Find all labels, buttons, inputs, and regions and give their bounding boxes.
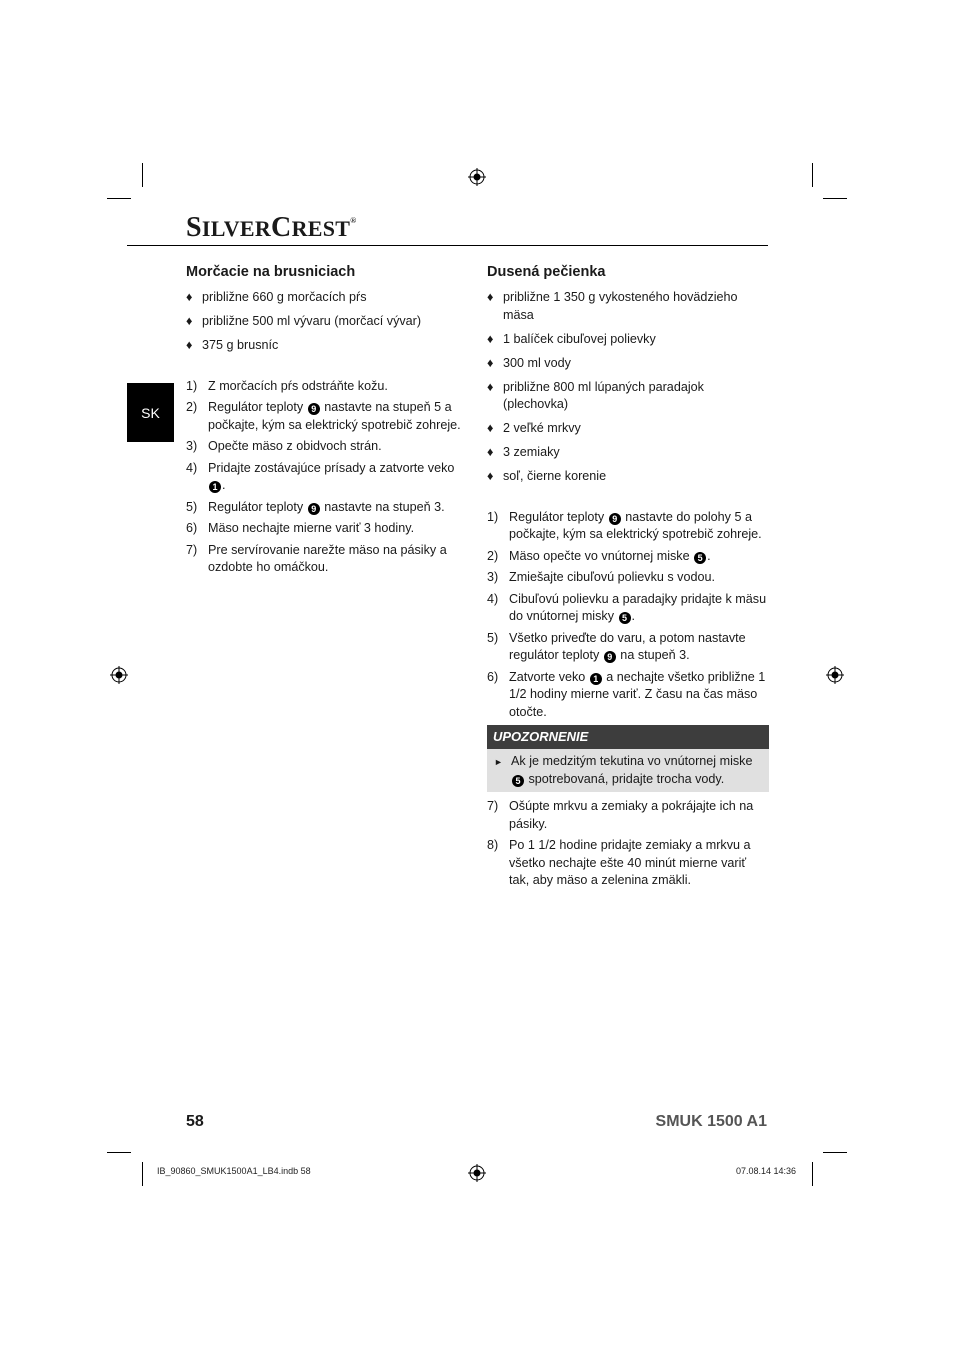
step-number: 2) (487, 548, 499, 563)
step-number: 7) (186, 542, 198, 557)
ingredient-item (487, 289, 769, 324)
text-run: nastavte do polohy 5 a počkajte, kým sa elektrický spotrebič zohreje. (509, 509, 762, 541)
step-list (186, 378, 471, 577)
crop-mark (142, 163, 143, 187)
step-number: 5) (487, 630, 499, 645)
ingredient-list (487, 289, 769, 486)
step-number: 8) (487, 838, 499, 852)
crop-mark (823, 1152, 847, 1153)
registration-mark-icon (110, 666, 128, 684)
text-run: Regulátor teploty (509, 509, 608, 524)
crop-mark (142, 1162, 143, 1186)
left-recipe (186, 263, 471, 581)
ingredient-text: 2 veľké mrkvy (503, 421, 581, 435)
step-text (509, 799, 753, 831)
diamond-bullet-icon: ♦ (186, 314, 193, 328)
text-run: na stupeň 3. (616, 648, 690, 662)
step-text (509, 670, 765, 719)
text-run: Zatvorte veko (509, 669, 589, 684)
registration-mark-icon (826, 666, 844, 684)
text-run: Mäso nechajte mierne variť 3 hodiny. (208, 521, 415, 535)
slug-date: 07.08.14 14:36 (736, 1166, 797, 1176)
step-number: 5) (186, 499, 198, 514)
warning-text (511, 754, 752, 786)
ingredient-text: 375 g brusníc (202, 338, 279, 352)
right-recipe (487, 263, 769, 894)
step-number: 2) (186, 400, 198, 414)
text-run: Z morčacích pŕs odstráňte kožu. (208, 378, 388, 393)
step-item (186, 438, 471, 456)
ingredient-item (186, 313, 471, 331)
diamond-bullet-icon: ♦ (487, 290, 494, 304)
step-text (208, 521, 414, 535)
step-number: 6) (186, 521, 198, 535)
step-item (186, 542, 471, 577)
diamond-bullet-icon: ♦ (487, 331, 494, 346)
step-text (509, 592, 766, 624)
ingredient-item (487, 355, 769, 373)
step-item (487, 630, 769, 665)
text-run: nastavte na stupeň 5 a počkajte, kým sa elektrický spotrebič zohreje. (208, 400, 461, 432)
crop-mark (812, 163, 813, 187)
step-item (487, 569, 769, 587)
ingredient-text: približne 660 g morčacích pŕs (202, 290, 367, 304)
brand-logo: SILVERCREST® (186, 212, 357, 243)
crop-mark (107, 1152, 131, 1153)
ingredient-item (487, 420, 769, 438)
diamond-bullet-icon: ♦ (487, 379, 494, 394)
text-run: Opečte mäso z obidvoch strán. (208, 439, 382, 453)
part-number-badge: 9 (308, 503, 320, 515)
step-number: 3) (186, 439, 198, 453)
step-text (509, 549, 711, 563)
ingredient-list (186, 289, 471, 355)
ingredient-item (487, 379, 769, 414)
crop-mark (812, 1162, 813, 1186)
text-run: spotrebovaná, pridajte trocha vody. (525, 771, 725, 786)
text-run: Po 1 1/2 hodine pridajte zemiaky a mrkvu a všetko nechajte ešte 40 minút mierne variť tak, aby mäso a zelenina zmäkli. (509, 838, 751, 887)
step-number: 4) (186, 460, 198, 475)
text-run: Mäso opečte vo vnútornej miske (509, 548, 694, 563)
text-run: Zmiešajte cibuľovú polievku s vodou. (509, 570, 715, 584)
ingredient-text: 1 balíček cibuľovej polievky (503, 331, 656, 346)
step-number: 4) (487, 591, 499, 606)
ingredient-item (186, 289, 471, 307)
ingredient-item (487, 444, 769, 462)
crop-mark (823, 198, 847, 199)
part-number-badge: 5 (619, 612, 631, 624)
ingredient-text: 3 zemiaky (503, 445, 560, 459)
warning-box (487, 749, 769, 792)
step-text (208, 439, 382, 453)
step-item (186, 399, 471, 434)
registration-mark-icon (468, 168, 486, 186)
ingredient-text: 300 ml vody (503, 355, 571, 370)
step-item (186, 499, 471, 517)
step-number: 1) (186, 378, 198, 393)
step-item (186, 460, 471, 495)
text-run: a nechajte všetko približne 1 1/2 hodiny mierne variť. Z času na čas mäso otočte. (509, 669, 766, 719)
text-run: Pre servírovanie narežte mäso na pásiky a ozdobte ho omáčkou. (208, 542, 447, 574)
text-run: Ak je medzitým tekutina vo vnútornej miske (511, 754, 753, 768)
part-number-badge: 9 (308, 403, 320, 415)
step-text (208, 500, 445, 514)
text-run: . (707, 548, 711, 563)
page-number: 58 (186, 1113, 204, 1130)
diamond-bullet-icon: ♦ (186, 290, 193, 304)
ingredient-text: približne 1 350 g vykosteného hovädzieho mäsa (503, 290, 738, 322)
arrow-right-icon: ► (494, 757, 503, 767)
language-tab: SK (127, 383, 174, 442)
step-list (487, 509, 769, 722)
step-item (487, 798, 769, 833)
slug-file: IB_90860_SMUK1500A1_LB4.indb 58 (157, 1166, 311, 1176)
recipe-title: Dusená pečienka (487, 264, 606, 280)
step-number: 7) (487, 799, 499, 813)
part-number-badge: 9 (604, 651, 616, 663)
registration-mark-icon (468, 1164, 486, 1182)
part-number-badge: 5 (694, 552, 706, 564)
step-text (208, 379, 388, 393)
ingredient-item (487, 468, 769, 486)
diamond-bullet-icon: ♦ (186, 338, 193, 352)
step-item (487, 669, 769, 722)
part-number-badge: 9 (609, 513, 621, 525)
step-number: 3) (487, 570, 499, 584)
step-item (487, 591, 769, 626)
step-item (487, 509, 769, 544)
recipe-title: Morčacie na brusniciach (186, 264, 356, 280)
step-item (487, 548, 769, 566)
step-number: 1) (487, 509, 499, 524)
ingredient-text: soľ, čierne korenie (503, 469, 607, 483)
diamond-bullet-icon: ♦ (487, 355, 494, 370)
text-run: Regulátor teploty (208, 499, 307, 514)
text-run: Ošúpte mrkvu a zemiaky a pokrájajte ich na pásiky. (509, 799, 754, 831)
step-text (509, 510, 762, 542)
crop-mark (107, 198, 131, 199)
step-text (208, 400, 461, 432)
header-rule (127, 245, 768, 246)
step-text (208, 543, 447, 575)
step-item (186, 520, 471, 538)
step-text (509, 838, 751, 887)
text-run: . (222, 478, 226, 492)
step-item (487, 837, 769, 890)
step-list (487, 798, 769, 890)
step-number: 6) (487, 669, 499, 684)
step-text (509, 570, 715, 584)
text-run: nastavte na stupeň 3. (320, 499, 445, 514)
ingredient-item (186, 337, 471, 355)
step-text (208, 461, 454, 493)
ingredient-text: približne 500 ml vývaru (morčací vývar) (202, 314, 422, 328)
part-number-badge: 5 (512, 775, 524, 787)
diamond-bullet-icon: ♦ (487, 421, 494, 435)
ingredient-item (487, 331, 769, 349)
warning-title: UPOZORNENIE (487, 725, 769, 749)
diamond-bullet-icon: ♦ (487, 469, 494, 483)
text-run: Pridajte zostávajúce prísady a zatvorte veko (208, 460, 455, 475)
part-number-badge: 1 (209, 481, 221, 493)
ingredient-text: približne 800 ml lúpaných paradajok (plechovka) (503, 379, 704, 411)
model-name: SMUK 1500 A1 (655, 1113, 767, 1130)
text-run: Cibuľovú polievku a paradajky pridajte k mäsu do vnútornej misky (509, 591, 767, 623)
text-run: Všetko priveďte do varu, a potom nastavte regulátor teploty (509, 630, 746, 662)
step-item (186, 378, 471, 396)
part-number-badge: 1 (590, 673, 602, 685)
text-run: Regulátor teploty (208, 400, 307, 414)
text-run: . (631, 609, 635, 623)
step-text (509, 631, 746, 663)
diamond-bullet-icon: ♦ (487, 445, 494, 459)
